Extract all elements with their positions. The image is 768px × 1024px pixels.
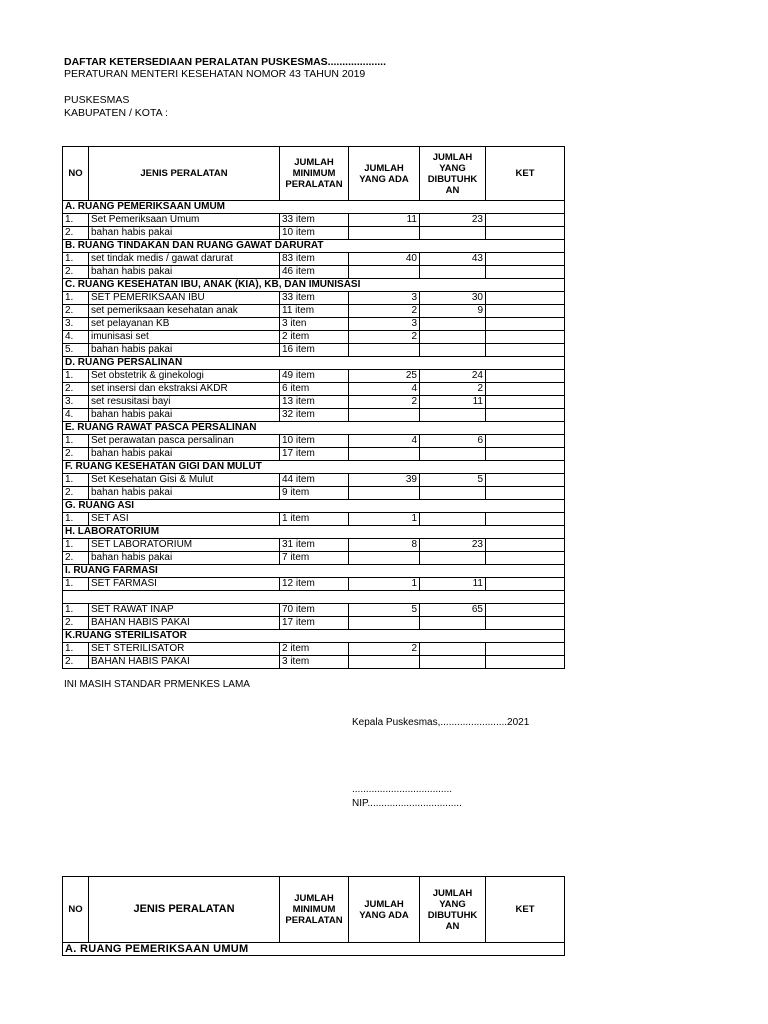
row-name: set pelayanan KB [89,318,280,331]
equipment-table-page2 [62,876,565,956]
row-ket [486,344,565,357]
section-title: H. LABORATORIUM [63,526,565,539]
row-dibutuhkan: 23 [420,214,486,227]
row-dibutuhkan: 24 [420,370,486,383]
col-dibutuhkan: JUMLAH YANG DIBUTUHK AN [420,147,486,201]
row-name: bahan habis pakai [89,227,280,240]
row-ket [486,318,565,331]
row-dibutuhkan [420,643,486,656]
row-ada: 39 [349,474,420,487]
row-ket [486,474,565,487]
row-ada [349,617,420,630]
row-ada: 2 [349,396,420,409]
row-dibutuhkan [420,448,486,461]
row-name: BAHAN HABIS PAKAI [89,656,280,669]
col-ket: KET [486,147,565,201]
table-row [63,305,565,318]
row-ada: 1 [349,578,420,591]
row-minimum: 10 item [280,227,349,240]
table-row [63,292,565,305]
table-row [63,448,565,461]
row-ada [349,487,420,500]
table-row [63,266,565,279]
row-ket [486,227,565,240]
col-minimum: JUMLAH MINIMUM PERALATAN [280,147,349,201]
equipment-table [62,146,565,669]
table-row [63,474,565,487]
row-name: Set perawatan pasca persalinan [89,435,280,448]
section-row [63,201,565,214]
row-dibutuhkan [420,266,486,279]
row-name: bahan habis pakai [89,266,280,279]
row-minimum: 16 item [280,344,349,357]
section-row [63,357,565,370]
row-ada: 40 [349,253,420,266]
row-no: 1. [63,604,89,617]
row-name: SET RAWAT INAP [89,604,280,617]
row-minimum: 3 item [280,656,349,669]
row-dibutuhkan [420,409,486,422]
row-no: 1. [63,474,89,487]
section-title: K.RUANG STERILISATOR [63,630,565,643]
row-ket [486,604,565,617]
doc-title: DAFTAR KETERSEDIAAN PERALATAN PUSKESMAS.................... [64,56,387,68]
row-no: 1. [63,578,89,591]
row-no: 2. [63,305,89,318]
row-ada [349,344,420,357]
section-title: B. RUANG TINDAKAN DAN RUANG GAWAT DARURAT [63,240,565,253]
row-no: 1. [63,513,89,526]
row-minimum: 2 item [280,643,349,656]
row-ada [349,552,420,565]
row-name: set insersi dan ekstraksi AKDR [89,383,280,396]
row-ket [486,539,565,552]
table-row [63,513,565,526]
row-dibutuhkan: 6 [420,435,486,448]
row-minimum: 11 item [280,305,349,318]
row-ada: 11 [349,214,420,227]
section-row [63,526,565,539]
section-row [63,591,565,604]
row-ket [486,656,565,669]
section-title [63,591,565,604]
row-name: bahan habis pakai [89,344,280,357]
row-no: 3. [63,318,89,331]
row-ada: 4 [349,383,420,396]
table-row [63,552,565,565]
row-no: 2. [63,383,89,396]
row-minimum: 9 item [280,487,349,500]
table-row [63,318,565,331]
row-no: 1. [63,292,89,305]
table-row [63,409,565,422]
col-ada: JUMLAH YANG ADA [349,147,420,201]
row-minimum: 13 item [280,396,349,409]
row-minimum: 2 item [280,331,349,344]
col-ada: JUMLAH YANG ADA [349,877,420,943]
row-no: 2. [63,227,89,240]
row-ada: 4 [349,435,420,448]
table-row [63,370,565,383]
row-name: bahan habis pakai [89,552,280,565]
row-name: SET STERILISATOR [89,643,280,656]
table-row [63,487,565,500]
row-ada: 2 [349,305,420,318]
row-dibutuhkan: 5 [420,474,486,487]
row-ada [349,227,420,240]
row-ket [486,214,565,227]
row-ket [486,552,565,565]
row-minimum: 49 item [280,370,349,383]
row-dibutuhkan: 2 [420,383,486,396]
row-dibutuhkan [420,617,486,630]
row-dibutuhkan [420,513,486,526]
row-name: set pemeriksaan kesehatan anak [89,305,280,318]
row-dibutuhkan: 43 [420,253,486,266]
table-row [63,344,565,357]
row-dibutuhkan: 11 [420,396,486,409]
signature-nip: NIP.................................. [352,798,462,809]
section-row [63,630,565,643]
row-ket [486,266,565,279]
row-minimum: 70 item [280,604,349,617]
row-ket [486,396,565,409]
row-name: Set obstetrik & ginekologi [89,370,280,383]
col-jenis: JENIS PERALATAN [89,877,280,943]
row-ada: 5 [349,604,420,617]
row-minimum: 1 item [280,513,349,526]
row-name: SET LABORATORIUM [89,539,280,552]
row-minimum: 31 item [280,539,349,552]
row-ket [486,253,565,266]
puskesmas-label: PUSKESMAS [64,94,130,106]
section-title: C. RUANG KESEHATAN IBU, ANAK (KIA), KB, DAN IMUNISASI [63,279,565,292]
row-minimum: 32 item [280,409,349,422]
row-minimum: 33 item [280,292,349,305]
row-dibutuhkan: 9 [420,305,486,318]
row-ada [349,409,420,422]
row-ket [486,513,565,526]
table-row [63,539,565,552]
section-title: D. RUANG PERSALINAN [63,357,565,370]
section-row [63,240,565,253]
row-ada [349,448,420,461]
row-ket [486,448,565,461]
table-row [63,214,565,227]
row-dibutuhkan: 11 [420,578,486,591]
row-ket [486,292,565,305]
row-ket [486,305,565,318]
row-ada: 2 [349,331,420,344]
row-name: imunisasi set [89,331,280,344]
row-name: Set Kesehatan Gisi & Mulut [89,474,280,487]
table-row [63,331,565,344]
section-title: E. RUANG RAWAT PASCA PERSALINAN [63,422,565,435]
signature-place-date: Kepala Puskesmas,........................2021 [352,717,530,728]
col-ket: KET [486,877,565,943]
row-ada: 3 [349,292,420,305]
row-minimum: 7 item [280,552,349,565]
row-name: BAHAN HABIS PAKAI [89,617,280,630]
row-minimum: 33 item [280,214,349,227]
row-no: 1. [63,370,89,383]
table-row [63,604,565,617]
row-minimum: 44 item [280,474,349,487]
row-dibutuhkan: 23 [420,539,486,552]
row-dibutuhkan: 30 [420,292,486,305]
row-name: SET PEMERIKSAAN IBU [89,292,280,305]
table-row [63,643,565,656]
section-row [63,279,565,292]
row-dibutuhkan [420,656,486,669]
row-no: 1. [63,435,89,448]
row-no: 2. [63,266,89,279]
col-no: NO [63,147,89,201]
row-ket [486,487,565,500]
row-ket [486,643,565,656]
section-title: F. RUANG KESEHATAN GIGI DAN MULUT [63,461,565,474]
row-name: SET FARMASI [89,578,280,591]
row-ada: 2 [349,643,420,656]
row-ket [486,435,565,448]
row-ada [349,266,420,279]
section-title: A. RUANG PEMERIKSAAN UMUM [63,201,565,214]
row-minimum: 10 item [280,435,349,448]
row-dibutuhkan [420,331,486,344]
row-minimum: 6 item [280,383,349,396]
table-row [63,435,565,448]
table-row [63,383,565,396]
row-dibutuhkan [420,344,486,357]
row-minimum: 46 item [280,266,349,279]
table-row [63,578,565,591]
row-name: SET ASI [89,513,280,526]
col-dibutuhkan: JUMLAH YANG DIBUTUHK AN [420,877,486,943]
row-minimum: 12 item [280,578,349,591]
row-name: bahan habis pakai [89,409,280,422]
section-title: G. RUANG ASI [63,500,565,513]
table-row [63,253,565,266]
row-no: 1. [63,539,89,552]
row-no: 2. [63,617,89,630]
row-dibutuhkan: 65 [420,604,486,617]
row-name: set resusitasi bayi [89,396,280,409]
row-ada: 25 [349,370,420,383]
col-minimum: JUMLAH MINIMUM PERALATAN [280,877,349,943]
row-ket [486,331,565,344]
col-jenis: JENIS PERALATAN [89,147,280,201]
table-row [63,227,565,240]
row-dibutuhkan [420,487,486,500]
col-no: NO [63,877,89,943]
row-minimum: 17 item [280,448,349,461]
table-row [63,656,565,669]
row-dibutuhkan [420,227,486,240]
row-no: 5. [63,344,89,357]
row-minimum: 17 item [280,617,349,630]
row-dibutuhkan [420,552,486,565]
row-minimum: 83 item [280,253,349,266]
row-no: 4. [63,331,89,344]
note-text: INI MASIH STANDAR PRMENKES LAMA [64,679,250,690]
section-row: A. RUANG PEMERIKSAAN UMUM [63,943,565,956]
kabupaten-label: KABUPATEN / KOTA : [64,107,168,119]
regulation-line: PERATURAN MENTERI KESEHATAN NOMOR 43 TAHUN 2019 [64,68,366,80]
table-row [63,396,565,409]
row-ket [486,370,565,383]
signature-name-line: .................................... [352,784,453,795]
row-name: bahan habis pakai [89,448,280,461]
row-no: 4. [63,409,89,422]
row-dibutuhkan [420,318,486,331]
row-ada: 3 [349,318,420,331]
section-row [63,565,565,578]
row-name: set tindak medis / gawat darurat [89,253,280,266]
row-no: 2. [63,656,89,669]
row-ada: 1 [349,513,420,526]
row-ada: 8 [349,539,420,552]
section-row [63,500,565,513]
row-ada [349,656,420,669]
table-row [63,617,565,630]
row-no: 1. [63,643,89,656]
row-ket [486,617,565,630]
row-no: 2. [63,552,89,565]
row-ket [486,383,565,396]
section-row [63,461,565,474]
row-minimum: 3 iten [280,318,349,331]
row-no: 1. [63,253,89,266]
row-ket [486,578,565,591]
row-ket [486,409,565,422]
row-no: 2. [63,448,89,461]
section-title: I. RUANG FARMASI [63,565,565,578]
row-no: 3. [63,396,89,409]
row-no: 1. [63,214,89,227]
row-name: Set Pemeriksaan Umum [89,214,280,227]
section-row [63,422,565,435]
row-name: bahan habis pakai [89,487,280,500]
row-no: 2. [63,487,89,500]
